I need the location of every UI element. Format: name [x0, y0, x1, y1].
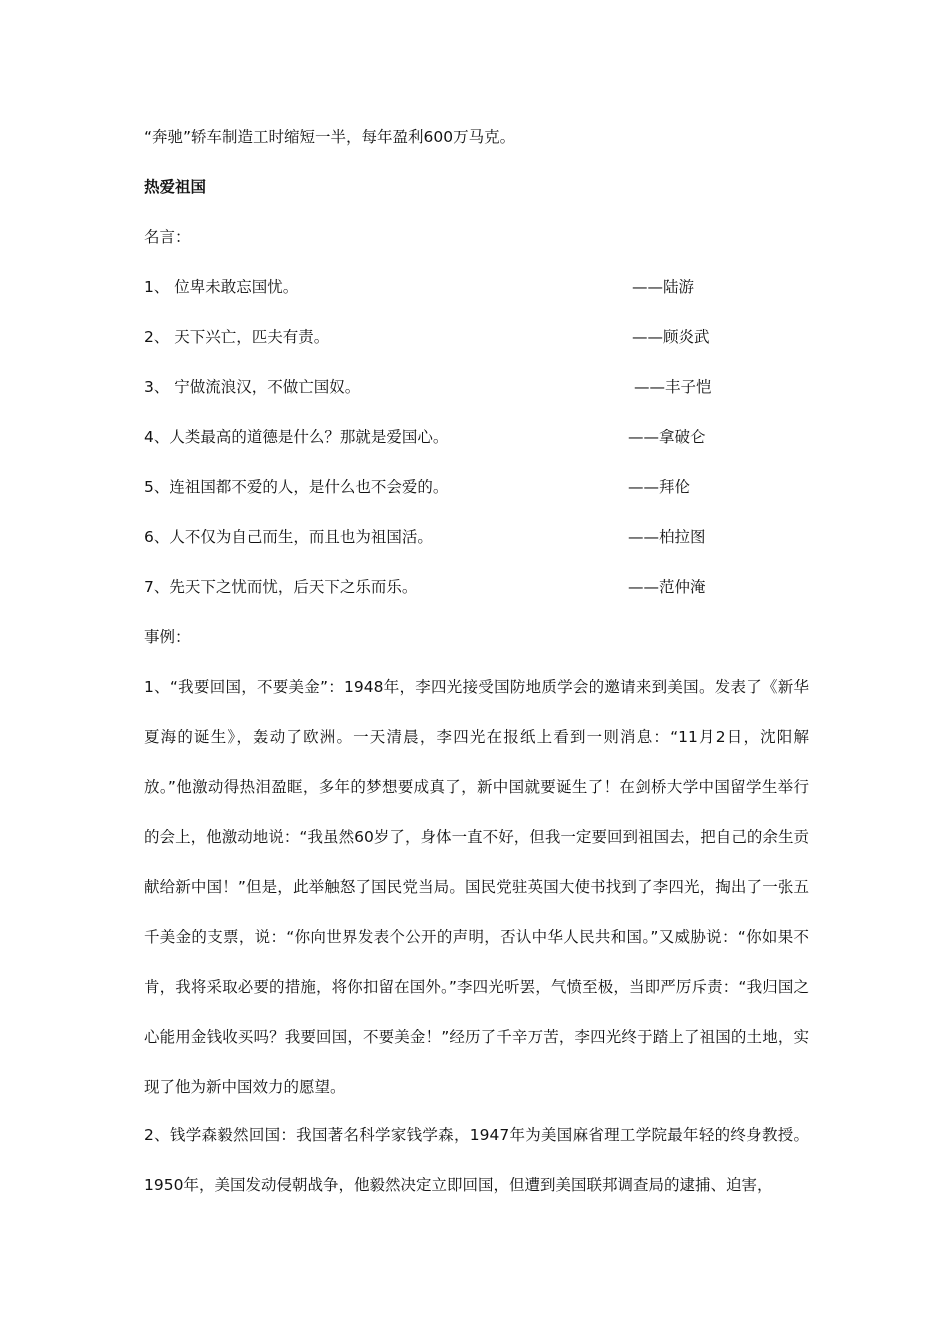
quote-text: 4、人类最高的道德是什么？那就是爱国心。 — [144, 428, 449, 446]
quote-author: ——陆游 — [632, 278, 695, 296]
quote-text: 1、 位卑未敢忘国忧。 — [144, 278, 299, 296]
example-text: 2、钱学森毅然回国：我国著名科学家钱学森，1947年为美国麻省理工学院最年轻的终身教授。1950年，美国发动侵朝战争，他毅然决定立即回国，但遭到美国联邦调查局的逮捕、迫害， — [144, 1126, 809, 1194]
quote-author: ——拿破仑 — [628, 428, 706, 446]
quote-author: ——顾炎武 — [632, 328, 710, 346]
example-paragraph-1 — [144, 662, 809, 1112]
quote-text: 7、先天下之忧而忧，后天下之乐而乐。 — [144, 578, 418, 596]
quote-author: ——丰子恺 — [634, 378, 712, 396]
quote-text: 2、 天下兴亡，匹夫有责。 — [144, 328, 330, 346]
intro-line: “奔驰”轿车制造工时缩短一半，每年盈利600万马克。 — [144, 128, 516, 146]
quote-author: ——范仲淹 — [628, 578, 706, 596]
quote-row — [144, 577, 764, 597]
quote-author: ——拜伦 — [628, 478, 691, 496]
quote-row — [144, 477, 764, 497]
quote-author: ——柏拉图 — [628, 528, 706, 546]
quote-text: 6、人不仅为自己而生，而且也为祖国活。 — [144, 528, 433, 546]
example-paragraph-2 — [144, 1110, 809, 1210]
quote-row — [144, 527, 764, 547]
example-text: 1、“我要回国，不要美金”：1948年，李四光接受国防地质学会的邀请来到美国。发表了《新华夏海的诞生》，轰动了欧洲。一天清晨，李四光在报纸上看到一则消息：“11月2日，沈阳解放。”他激动得热泪盈眶，多年的梦想要成真了，新中国就要诞生了！在剑桥大学中国留学生举行的会上，他激动地说：“我虽然60岁了，身体一直不好，但我一定要回到祖国去，把自己的余生贡献给新中国！”但是，此举触怒了国民党当局。国民党驻英国大使书找到了李四光，掏出了一张五千美金的支票，说：“你向世界发表个公开的声明，否认中华人民共和国。”又威胁说：“你如果不肯，我将采取必要的措施，将你扣留在国外。”李四光听罢，气愤至极，当即严厉斥责：“我归国之心能用金钱收买吗？我要回国，不要美金！”经历了千辛万苦，李四光终于踏上了祖国的土地，实现了他为新中国效力的愿望。 — [144, 678, 809, 1096]
quote-row — [144, 277, 764, 297]
examples-label: 事例： — [144, 628, 191, 646]
quote-row — [144, 377, 764, 397]
quote-text: 5、连祖国都不爱的人，是什么也不会爱的。 — [144, 478, 449, 496]
quote-row — [144, 427, 764, 447]
section-title: 热爱祖国 — [144, 178, 207, 196]
quotes-label: 名言： — [144, 228, 191, 246]
quote-text: 3、 宁做流浪汉，不做亡国奴。 — [144, 378, 361, 396]
quote-row — [144, 327, 764, 347]
